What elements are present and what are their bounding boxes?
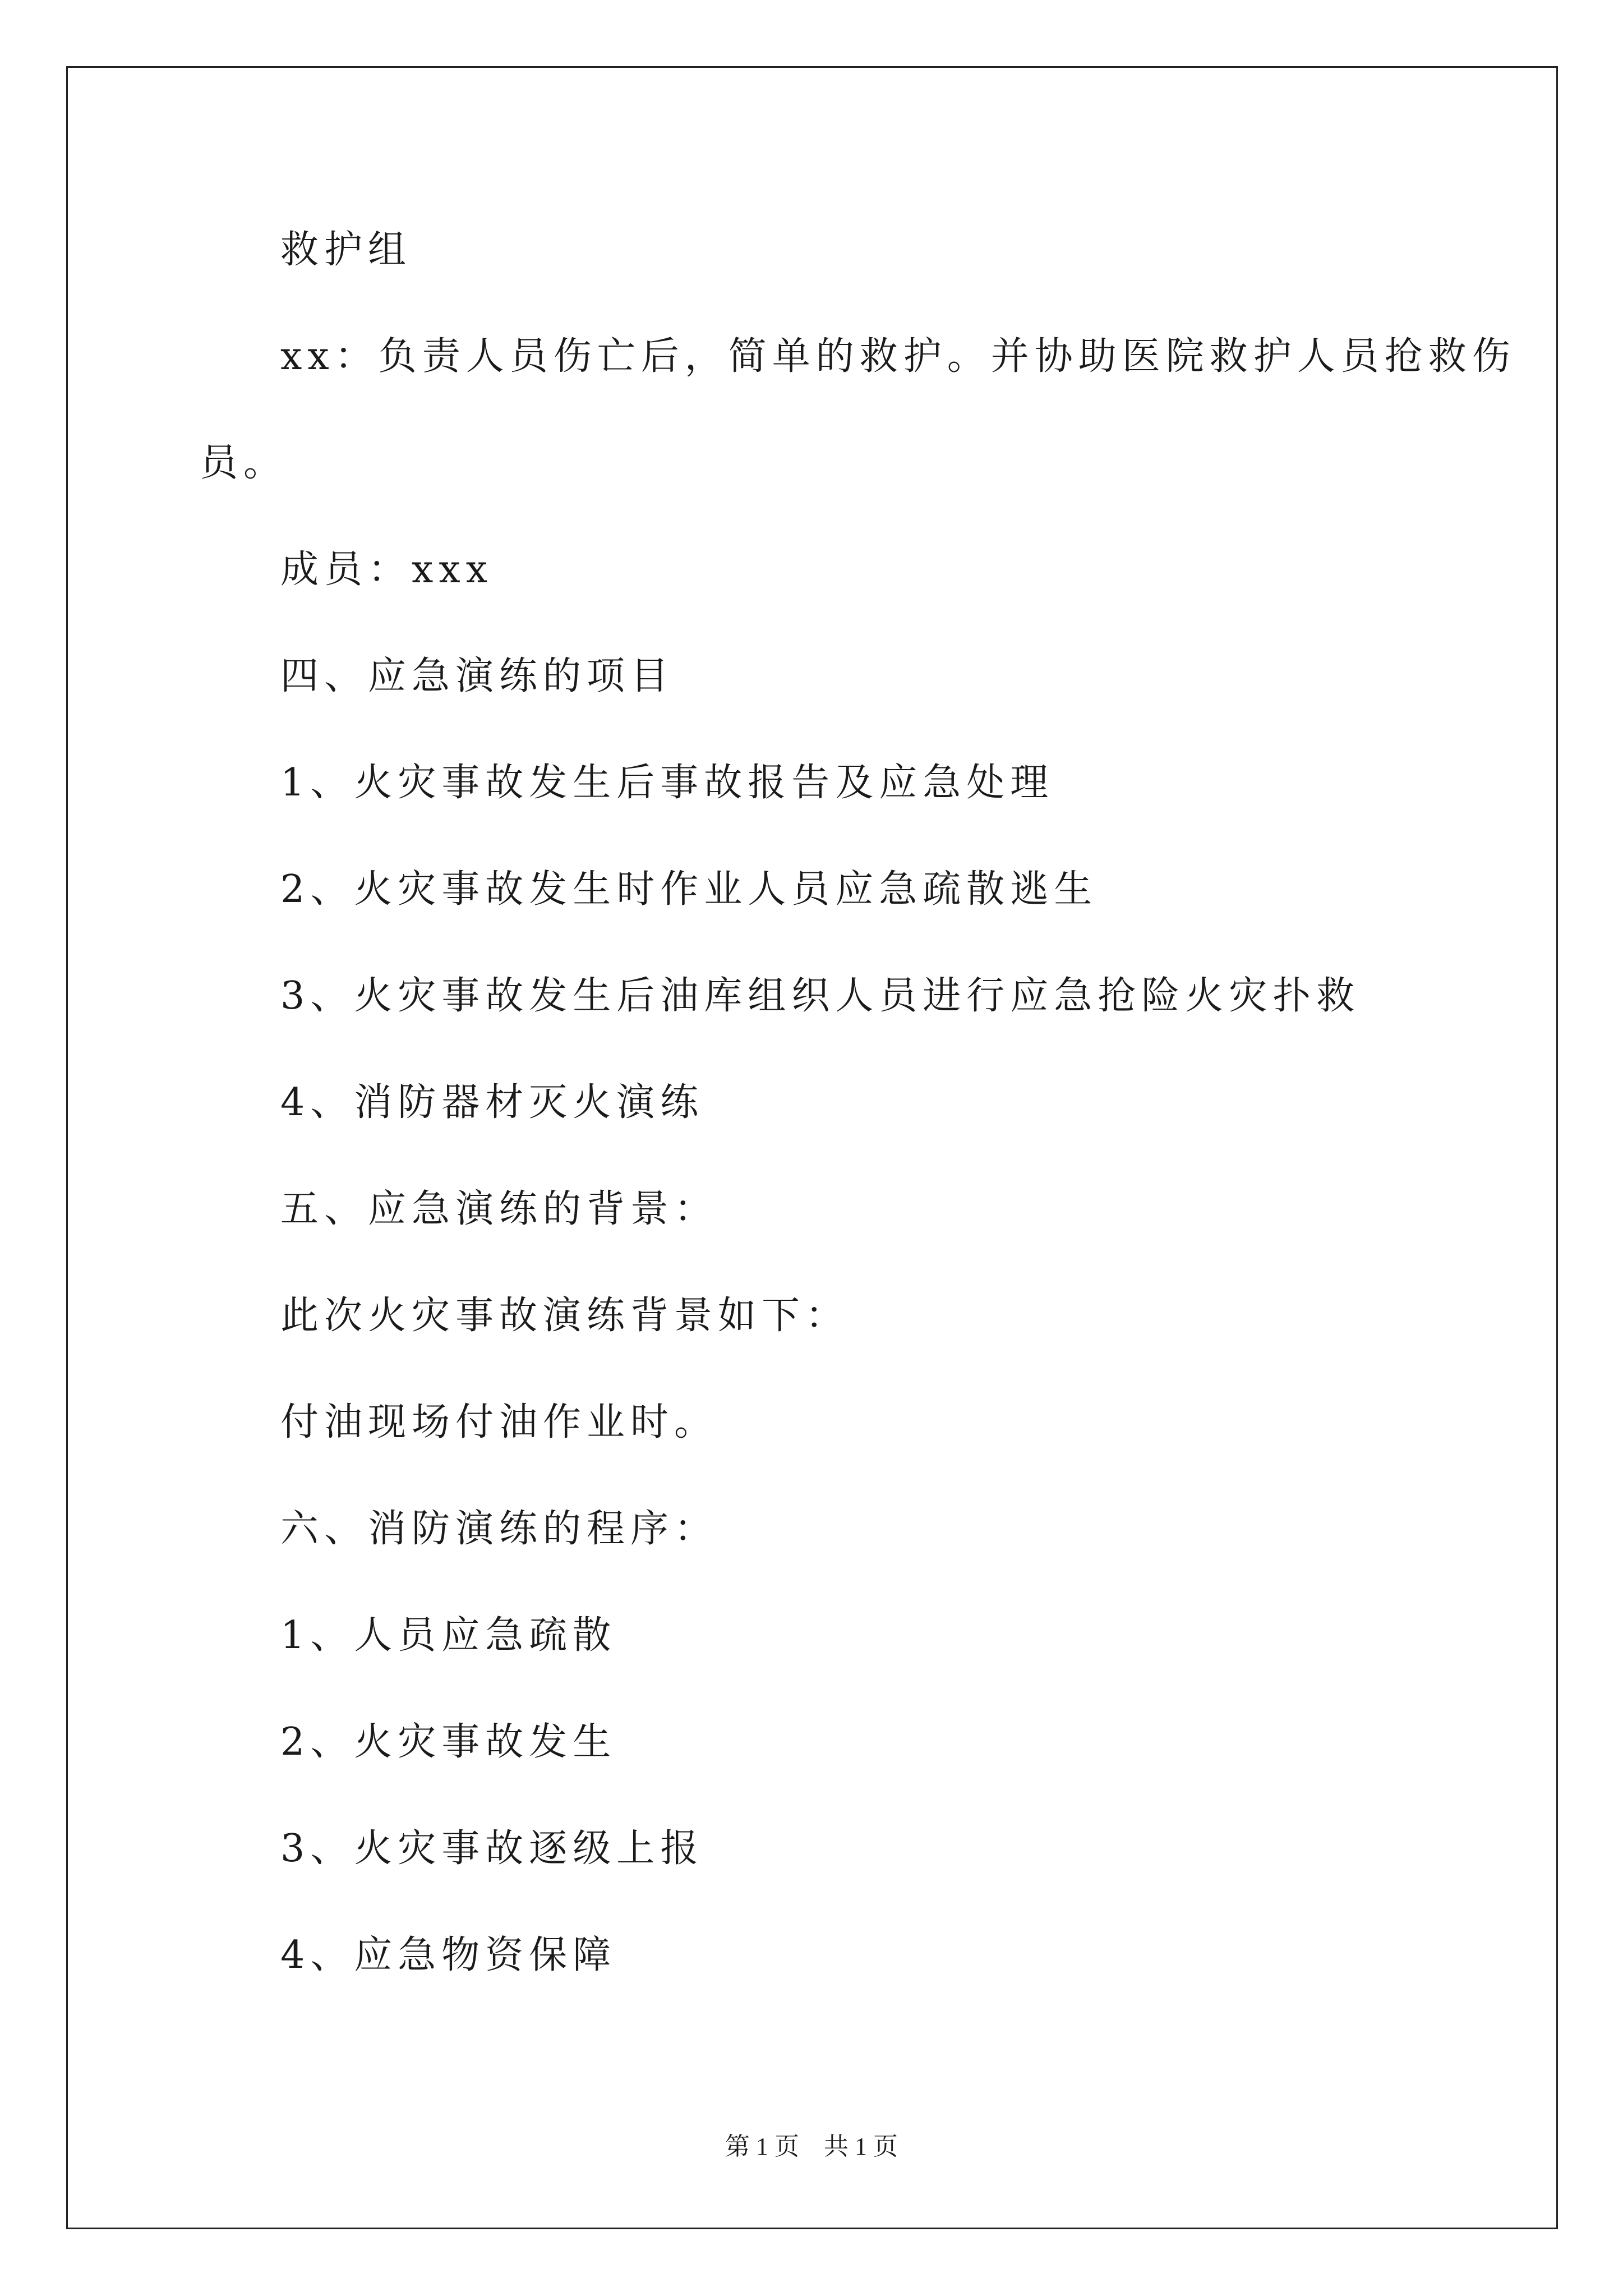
list-item: 2、火灾事故发生: [280, 1720, 617, 1764]
page-border: [66, 66, 1558, 2229]
paragraph-background-detail: 付油现场付油作业时。: [280, 1400, 718, 1444]
section-heading-five: 五、应急演练的背景：: [280, 1187, 718, 1231]
section-heading-four: 四、应急演练的项目: [280, 654, 675, 698]
list-item: 1、火灾事故发生后事故报告及应急处理: [280, 761, 1054, 805]
paragraph-heading-rescue-group: 救护组: [280, 228, 412, 272]
paragraph-rescue-duty: xx：负责人员伤亡后，简单的救护。并协助医院救护人员抢救伤: [280, 334, 1516, 379]
page-number-footer: 第 1 页 共 1 页: [725, 2133, 898, 2160]
section-heading-six: 六、消防演练的程序：: [280, 1507, 718, 1551]
list-item: 3、火灾事故逐级上报: [280, 1826, 704, 1871]
list-item: 3、火灾事故发生后油库组织人员进行应急抢险火灾扑救: [280, 974, 1361, 1018]
paragraph-background-intro: 此次火灾事故演练背景如下：: [280, 1294, 850, 1338]
paragraph-members: 成员：xxx: [280, 547, 494, 592]
list-item: 4、应急物资保障: [280, 1933, 617, 1977]
list-item: 1、人员应急疏散: [280, 1613, 617, 1658]
paragraph-rescue-duty-continued: 员。: [200, 441, 288, 485]
list-item: 4、消防器材灭火演练: [280, 1080, 704, 1125]
list-item: 2、火灾事故发生时作业人员应急疏散逃生: [280, 867, 1098, 912]
